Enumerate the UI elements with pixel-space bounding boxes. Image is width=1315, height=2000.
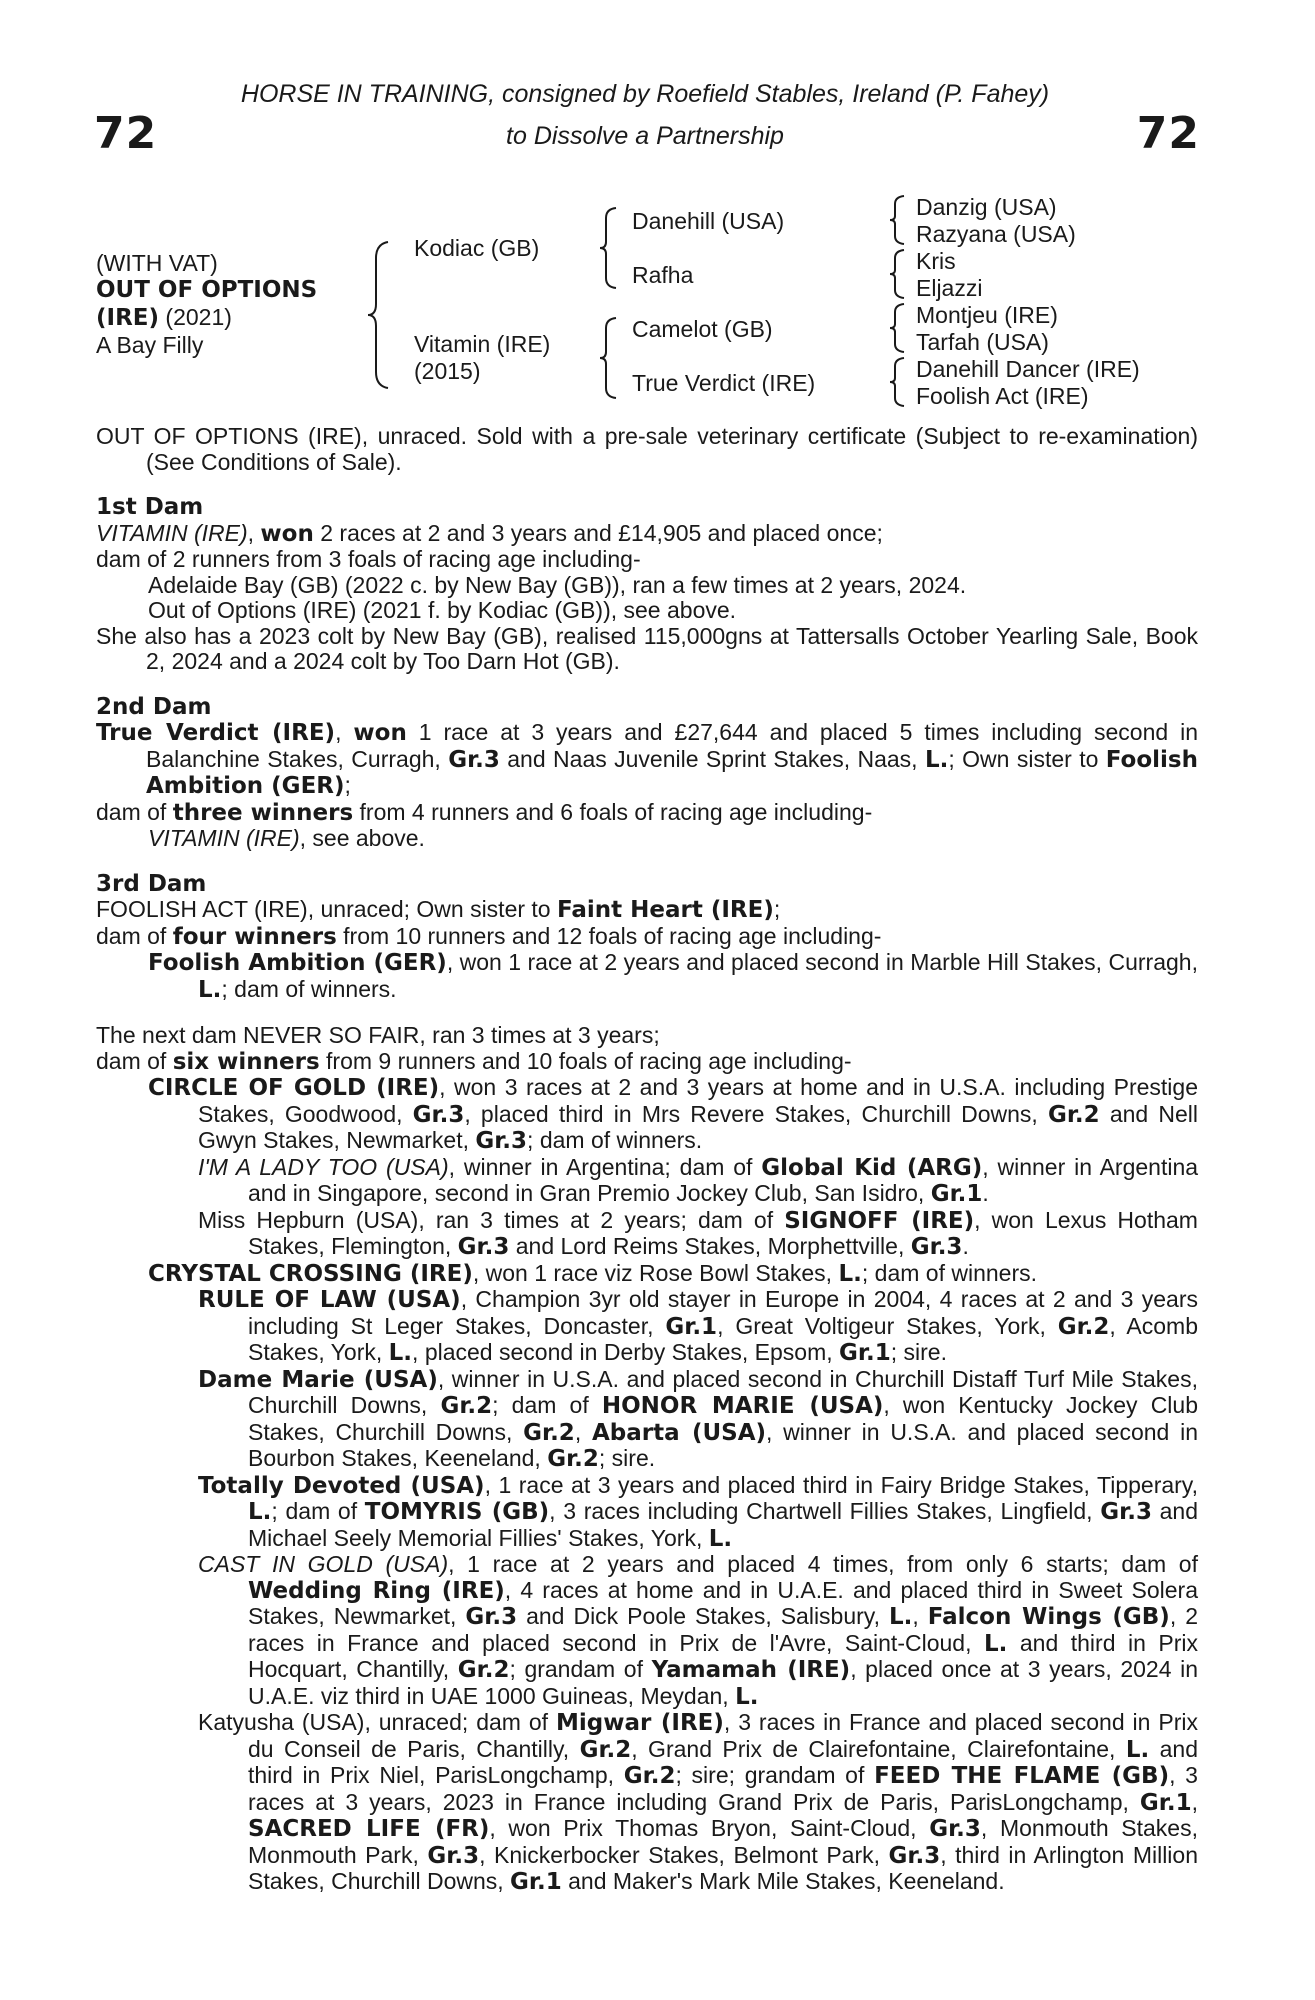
produce-katyusha [96,1710,1198,1896]
third-dam-produce-1 [96,950,1198,1003]
intro-paragraph: OUT OF OPTIONS (IRE), unraced. Sold with a pre-sale veterinary certificate (Subject to re-examination) (See Conditions of Sale). [96,423,1198,475]
text: , [574,1418,592,1445]
sibling-name: Foolish Ambition (GER) [146,746,1198,799]
dam-name-true-verdict: True Verdict (IRE) [96,720,336,746]
listed-label: L. [983,1630,1008,1657]
text: , see above. [299,825,425,851]
produce-name: Dame Marie (USA) [198,1366,438,1393]
grade-label: Gr.3 [888,1842,941,1869]
gen3-1: Danzig (USA) [916,194,1057,220]
dam-brace [598,316,618,400]
dam-name: Vitamin (IRE) [414,331,551,357]
listed-label: L. [708,1525,733,1552]
next-dam-produce-line [96,1049,1198,1076]
sire-brace [598,206,618,290]
text: and Naas Juvenile Sprint Stakes, Naas, [499,745,925,772]
produce-cast-in-gold [96,1552,1198,1710]
produce-name: TOMYRIS (GB) [364,1499,550,1525]
text: , Monmouth Stakes, Monmouth Park, [248,1815,1198,1868]
text: Miss Hepburn (USA), ran 3 times at 2 years; dam of [198,1206,785,1233]
produce-crystal-crossing [96,1261,1198,1288]
gen3-brace-2 [888,248,906,300]
produce-name: Global Kid (ARG) [761,1154,983,1181]
produce-miss-hepburn [96,1208,1198,1261]
grade-label: Gr.2 [623,1763,676,1789]
gen2-3: Camelot (GB) [632,316,773,342]
text: . [962,1233,969,1259]
first-dam-produce-1: Adelaide Bay (GB) (2022 c. by New Bay (GB)), ran a few times at 2 years, 2024. [148,571,967,598]
produce-name: I'M A LADY TOO (USA) [198,1153,449,1180]
dam-year: (2015) [414,358,481,384]
text: , winner in U.S.A. and placed second in Churchill Distaff Turf Mile Stakes, Churchill Downs, [248,1365,1198,1418]
header-subtitle-line: to Dissolve a Partnership [506,122,784,150]
next-dam-line: The next dam NEVER SO FAIR, ran 3 times at 3 years; [96,1022,660,1048]
text: , 2 races in France and placed second in Prix de l'Avre, Saint-Cloud, [248,1603,1198,1656]
grade-label: Gr.2 [523,1419,575,1446]
text: ; dam of winners. [221,975,397,1002]
produce-name: RULE OF LAW (USA) [198,1287,461,1313]
text: from 9 runners and 10 foals of racing age including- [319,1047,852,1074]
text: , winner in Argentina and in Singapore, second in Gran Premio Jockey Club, San Isidro, [248,1153,1199,1206]
text: and Michael Seely Memorial Fillies' Stakes, York, [248,1498,1199,1551]
produce-name: Foolish Ambition (GER) [148,950,447,976]
lot-number-left: 72 [94,108,158,159]
text: dam of [96,1047,173,1074]
gen3-3: Kris [916,248,956,274]
grade-label: Gr.1 [930,1181,983,1207]
text: FOOLISH ACT (IRE), unraced; Own sister to [96,896,557,922]
produce-name: Yamamah (IRE) [651,1657,851,1683]
grade-label: Gr.3 [910,1234,963,1260]
grade-label: Gr.2 [457,1657,510,1683]
grade-label: Gr.2 [1047,1101,1100,1128]
text: and Lord Reims Stakes, Morphettville, [509,1233,911,1259]
horse-name-line2 [96,304,317,332]
grade-label: Gr.1 [665,1313,718,1340]
horse-block [96,250,317,359]
third-dam-heading: 3rd Dam [96,870,207,897]
produce-circle-of-gold [96,1075,1198,1155]
winners-count: four winners [172,923,337,950]
text: , Champion 3yr old stayer in Europe in 2004, 4 races at 2 and 3 years including St Leger Stakes, Doncaster, [248,1286,1198,1339]
listed-label: L. [888,1604,913,1630]
text: , winner in U.S.A. and placed second in Bourbon Stakes, Keeneland, [248,1418,1198,1471]
produce-rule-of-law [96,1287,1198,1367]
horse-country: (IRE) [96,305,160,331]
text: ; Own sister to [948,745,1106,772]
grade-label: Gr.1 [839,1340,891,1366]
text: and Maker's Mark Mile Stakes, Keeneland. [561,1868,1005,1894]
first-dam-produce-2: Out of Options (IRE) (2021 f. by Kodiac (GB)), see above. [148,597,737,623]
catalogue-body [96,424,1198,1896]
produce-name: VITAMIN (IRE) [148,825,300,851]
text: and Dick Poole Stakes, Salisbury, [517,1603,889,1629]
text: ; grandam of [509,1656,652,1682]
grade-label: Gr.3 [465,1604,518,1630]
won-label: won [353,720,407,746]
gen3-brace-3 [888,302,906,354]
gen2-4: True Verdict (IRE) [632,370,816,396]
first-dam-line: VITAMIN (IRE), won 2 races at 2 and 3 years and £14,905 and placed once; [96,519,883,547]
gen3-4: Eljazzi [916,275,983,301]
text: and third in Prix Hocquart, Chantilly, [248,1629,1198,1682]
text: , won Kentucky Jockey Club Stakes, Churchill Downs, [248,1392,1198,1445]
produce-name: FEED THE FLAME (GB) [874,1763,1170,1789]
second-dam-record: True Verdict (IRE), won 1 race at 3 years and £27,644 and placed 5 times including second in Balanchine Stakes, Curragh, Gr.3 and Naas Juvenile Sprint Stakes, Naas, L.; Own sister to Foolish Ambition (GER); [96,719,1198,799]
text: from 10 runners and 12 foals of racing age including- [336,922,882,949]
header-consignor-line: HORSE IN TRAINING, consigned by Roefield Stables, Ireland (P. Fahey) [240,80,1050,108]
text: ; sire. [598,1445,656,1471]
grade-label: Gr.3 [929,1816,981,1842]
grade-label: Gr.2 [579,1736,632,1763]
first-dam-heading: 1st Dam [96,494,204,520]
text: , [1191,1788,1198,1815]
text: and Nell Gwyn Stakes, Newmarket, [198,1100,1198,1153]
text: ; dam of [492,1392,602,1418]
produce-totally-devoted [96,1473,1198,1553]
third-dam-produce-line [96,924,1198,951]
winners-count: six winners [172,1048,320,1075]
text: ; sire. [890,1339,947,1365]
text: , Knickerbocker Stakes, Belmont Park, [479,1841,889,1868]
second-dam-heading: 2nd Dam [96,693,212,720]
second-dam-produce-line [96,800,1198,827]
text: , Grand Prix de Clairefontaine, Clairefontaine, [631,1735,1126,1762]
first-dam-produce-line: dam of 2 runners from 3 foals of racing age including- [96,546,641,572]
text: , Great Voltigeur Stakes, York, [717,1312,1058,1339]
horse-name: OUT OF OPTIONS [96,277,318,303]
vat-label: (WITH VAT) [96,250,218,276]
grade-label: Gr.3 [457,1234,510,1260]
produce-name: Totally Devoted (USA) [198,1472,485,1499]
grade-label: Gr.2 [1057,1313,1110,1340]
produce-name: HONOR MARIE (USA) [601,1393,884,1419]
second-dam-produce-1 [96,826,1198,852]
text: from 4 runners and 6 foals of racing age including- [353,798,873,825]
gen3-8: Foolish Act (IRE) [916,383,1089,409]
text: ; [773,896,781,922]
listed-label: L. [1125,1736,1150,1763]
text: , placed second in Derby Stakes, Epsom, [412,1339,840,1365]
text: , won 1 race at 2 years and placed second in Marble Hill Stakes, Curragh, [446,949,1198,975]
produce-name: CAST IN GOLD (USA) [198,1551,449,1577]
first-dam-record: 2 races at 2 and 3 years and £14,905 and placed once; [313,519,883,546]
produce-name: Abarta (USA) [591,1419,767,1446]
dam-name-vitamin: VITAMIN (IRE) [96,519,248,546]
text: ; dam of [271,1498,365,1524]
text: , 1 race at 2 years and placed 4 times, from only 6 starts; dam of [448,1551,1198,1577]
gen2-1: Danehill (USA) [632,208,785,234]
listed-label: L. [248,1499,272,1525]
listed-label: L. [735,1683,759,1710]
text: , [912,1603,928,1629]
listed-label: L. [924,746,949,773]
sire-name: Kodiac (GB) [414,235,540,261]
produce-name: SIGNOFF (IRE) [784,1207,975,1234]
text: dam of [96,922,173,949]
text: ; sire; grandam of [675,1762,875,1788]
grade-label: Gr.3 [412,1101,465,1128]
text: , Acomb Stakes, York, [248,1312,1198,1365]
gen3-5: Montjeu (IRE) [916,302,1058,328]
gen3-brace-4 [888,356,906,408]
grade-label: Gr.3 [448,746,500,773]
text: , placed once at 3 years, 2024 in U.A.E. viz third in UAE 1000 Guineas, Meydan, [248,1656,1199,1709]
text: , 3 races including Chartwell Fillies Stakes, Lingfield, [549,1498,1101,1524]
text: Katyusha (USA), unraced; dam of [198,1709,556,1735]
horse-description: A Bay Filly [96,332,204,358]
grade-label: Gr.1 [510,1869,562,1895]
produce-name: CIRCLE OF GOLD (IRE) [148,1075,440,1101]
text: ; dam of winners. [527,1127,703,1153]
text: , 4 races at home and in U.A.E. and placed third in Sweet Solera Stakes, Newmarket, [248,1576,1198,1629]
grade-label: Gr.3 [475,1128,528,1154]
text: ; dam of winners. [861,1259,1038,1286]
text: , won 1 race viz Rose Bowl Stakes, [472,1259,839,1286]
text: , 1 race at 3 years and placed third in Fairy Bridge Stakes, Tipperary, [484,1471,1198,1498]
text: ; [344,772,351,798]
text: , placed third in Mrs Revere Stakes, Churchill Downs, [464,1100,1048,1127]
produce-im-a-lady-too [96,1155,1198,1208]
text: and third in Prix Niel, ParisLongchamp, [248,1735,1199,1788]
text: , 3 races in France and placed second in Prix du Conseil de Paris, Chantilly, [248,1709,1199,1762]
produce-name: Falcon Wings (GB) [927,1604,1170,1630]
sibling-name: Faint Heart (IRE) [557,897,774,923]
lot-number-right: 72 [1136,108,1200,159]
gen3-brace-1 [888,194,906,246]
text: . [982,1180,989,1206]
third-dam-record [96,897,1198,924]
listed-label: L. [198,976,222,1003]
won-label: won [260,520,314,547]
listed-label: L. [838,1260,862,1287]
text: , won 3 races at 2 and 3 years at home and in U.S.A. including Prestige Stakes, Goodwood, [198,1074,1198,1127]
text: , 3 races at 3 years, 2023 in France including Grand Prix de Paris, ParisLongchamp, [248,1762,1198,1815]
produce-name: SACRED LIFE (FR) [248,1816,490,1842]
produce-name: CRYSTAL CROSSING (IRE) [148,1260,473,1287]
text: , winner in Argentina; dam of [448,1153,762,1180]
gen3-7: Danehill Dancer (IRE) [916,356,1140,382]
produce-dame-marie [96,1367,1198,1473]
winners-count: three winners [172,799,354,826]
listed-label: L. [388,1340,413,1366]
produce-name: Migwar (IRE) [555,1710,724,1736]
gen2-2: Rafha [632,262,694,288]
text: , won Prix Thomas Bryon, Saint-Cloud, [489,1815,930,1841]
first-dam-also: She also has a 2023 colt by New Bay (GB), realised 115,000gns at Tattersalls October Yearling Sale, Book 2, 2024 and a 2024 colt by Too Darn Hot (GB). [96,622,1198,674]
horse-year: (2021) [165,304,232,330]
gen3-6: Tarfah (USA) [916,329,1049,355]
grade-label: Gr.2 [440,1393,493,1419]
grade-label: Gr.2 [547,1446,599,1472]
grade-label: Gr.3 [427,1842,480,1869]
gen3-2: Razyana (USA) [916,221,1076,247]
grade-label: Gr.1 [1139,1789,1192,1816]
produce-name: Wedding Ring (IRE) [248,1577,505,1604]
text: , won Lexus Hotham Stakes, Flemington, [248,1206,1198,1259]
text: , third in Arlington Million Stakes, Churchill Downs, [248,1841,1198,1894]
sire-dam-brace [366,240,392,390]
grade-label: Gr.3 [1100,1499,1152,1525]
text: 1 race at 3 years and £27,644 and placed 5 times including second in Balanchine Stakes, Curragh, [146,719,1198,772]
text: dam of [96,798,173,825]
